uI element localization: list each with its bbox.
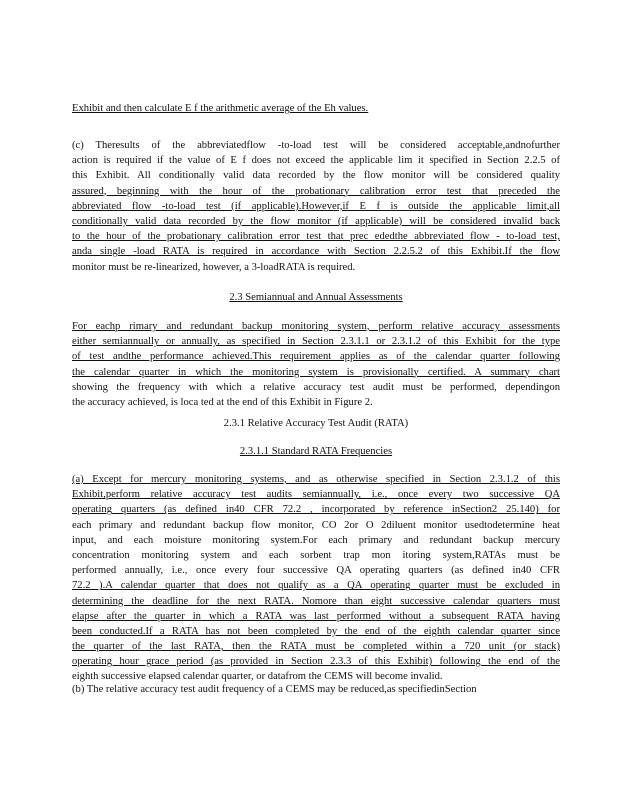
text-line: abbreviated flow -to-load test (if applicable).However,if E f is outside the applicable limit,all	[72, 200, 560, 212]
text-line: concentration monitoring system and each sorbent trap mon itoring system,RATAs must be	[72, 549, 560, 561]
text-line: (a) Except for mercury monitoring systems, and as otherwise specified in Section 2.3.1.2 of this	[72, 474, 560, 485]
text-line: Exhibit and then calculate E f the arithmetic average of the Eh values.	[72, 103, 369, 114]
text-line: to the hour of the probationary calibration error test that prec ededthe abbreviated flow - to-load test,	[72, 231, 560, 243]
text-line: either semiannually or annually, as specified in Section 2.3.1.1 or 2.3.1.2 of this Exhibit for the type	[72, 336, 560, 348]
paragraph-intro	[72, 101, 560, 116]
paragraph-b	[72, 682, 560, 697]
text-line: monitor must be re-linearized, however, a 3-loadRATA is required.	[72, 261, 356, 273]
text-line: assured, beginning with the hour of the probationary calibration error test that preceded the	[72, 185, 560, 197]
text-line: 72.2 ).A calendar quarter that does not qualify as a QA operating quarter must be excluded in	[72, 580, 560, 592]
section-heading-2-3-1-1: 2.3.1.1 Standard RATA Frequencies	[239, 446, 393, 457]
paragraph-c	[72, 138, 560, 275]
text-line: operating quarters (as defined in40 CFR 72.2 , incorporated by reference inSection2 25.140) for	[72, 504, 560, 516]
text-line: the accuracy achieved, is loca ted at the end of this Exhibit in Figure 2.	[72, 396, 373, 408]
text-line: of test andthe performance achieved.This requirement applies as of the calendar quarter following	[72, 351, 560, 363]
paragraph-a	[72, 472, 560, 685]
text-line: operating hour grace period (as provided in Section 2.3.3 of this Exhibit) following the end of the	[72, 656, 560, 668]
text-line: anda single -load RATA is required in accordance with Section 2.2.5.2 of this Exhibit.If the flow	[72, 246, 560, 258]
text-line: determining the deadline for the next RATA. Nomore than eight successive calendar quarters must	[72, 595, 560, 607]
text-line: Exhibit,perform relative accuracy test audits semiannually, i.e., once every two successive QA	[72, 489, 560, 501]
text-line: the calendar quarter in which the monitoring system is provisionally certified. A summary chart	[72, 366, 560, 378]
paragraph-2-3	[72, 319, 560, 410]
text-line: (c) Theresults of the abbreviatedflow -to-load test will be considered acceptable,andnofurther	[72, 140, 560, 151]
text-line: conditionally valid data recorded by the flow monitor (if applicable) will be considered invalid back	[72, 215, 560, 227]
text-line: input, and each moisture monitoring system.For each primary and redundant backup mercury	[72, 534, 560, 546]
text-line: showing the frequency with which a relative accuracy test audit must be performed, dependingon	[72, 381, 560, 393]
text-line: been conducted.If a RATA has not been completed by the end of the eighth calendar quarter since	[72, 625, 560, 637]
text-line: For eachp rimary and redundant backup monitoring system, perform relative accuracy assessments	[72, 321, 560, 332]
section-heading-2-3: 2.3 Semiannual and Annual Assessments	[229, 292, 403, 303]
text-line: each primary and redundant backup flow monitor, CO 2or O 2diluent monitor usedtodetermine heat	[72, 519, 560, 531]
section-heading-2-3-1: 2.3.1 Relative Accuracy Test Audit (RATA)	[223, 418, 409, 429]
text-line: the quarter of the last RATA, then the RATA must be completed within a 720 unit (or stack)	[72, 641, 560, 653]
text-line: (b) The relative accuracy test audit frequency of a CEMS may be reduced,as specifiedinSection	[72, 684, 477, 695]
text-line: elapse after the quarter in which a RATA was last performed without a subsequent RATA having	[72, 610, 560, 622]
text-line: eighth successive elapsed calendar quarter, or datafrom the CEMS will become invalid.	[72, 671, 443, 683]
text-line: this Exhibit. All conditionally valid data recorded by the flow monitor will be considered quality	[72, 170, 560, 182]
text-line: action is required if the value of E f does not exceed the applicable lim it specified in Section 2.2.5 of	[72, 155, 560, 167]
text-line: performed annually, i.e., once every four successive QA operating quarters (as defined in40 CFR	[72, 565, 560, 577]
